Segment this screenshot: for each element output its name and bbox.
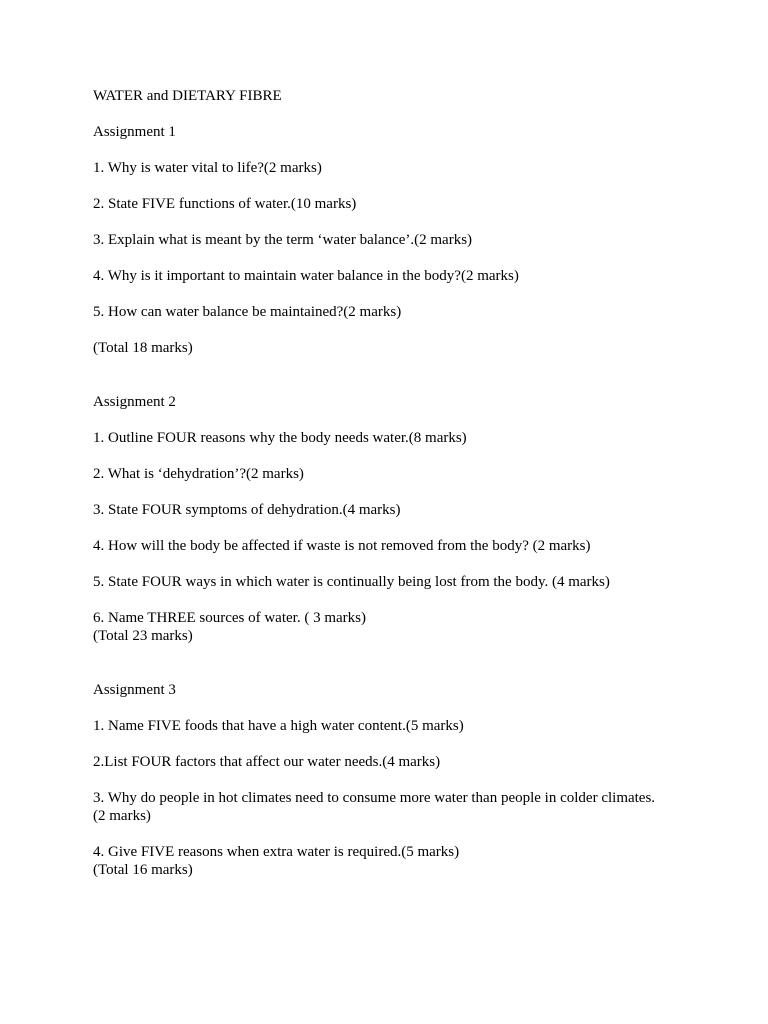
question-item: 2. What is ‘dehydration’?(2 marks) [93, 466, 304, 482]
assignment-1 [93, 123, 713, 357]
question-item: 4. Give FIVE reasons when extra water is required.(5 marks) [93, 844, 460, 860]
assignment-total: (Total 16 marks) [93, 862, 193, 878]
question-item: 3. Explain what is meant by the term ‘water balance’.(2 marks) [93, 232, 473, 248]
assignment-2 [93, 393, 713, 645]
question-item: 3. State FOUR symptoms of dehydration.(4 marks) [93, 502, 401, 518]
assignment-total: (Total 18 marks) [93, 340, 193, 356]
question-item: 2.List FOUR factors that affect our water needs.(4 marks) [93, 754, 441, 770]
question-item: 3. Why do people in hot climates need to consume more water than people in colder climates. [93, 790, 656, 806]
question-item: 4. Why is it important to maintain water balance in the body?(2 marks) [93, 268, 519, 284]
question-item: 1. Outline FOUR reasons why the body needs water.(8 marks) [93, 430, 467, 446]
question-item: 5. State FOUR ways in which water is continually being lost from the body. (4 marks) [93, 574, 610, 590]
question-item: 5. How can water balance be maintained?(2 marks) [93, 304, 402, 320]
question-item: 1. Name FIVE foods that have a high water content.(5 marks) [93, 718, 464, 734]
assignment-total: (Total 23 marks) [93, 628, 193, 644]
assignment-heading: Assignment 1 [93, 124, 176, 140]
question-item: 2. State FIVE functions of water.(10 marks) [93, 196, 357, 212]
document-title: WATER and DIETARY FIBRE [93, 88, 282, 104]
question-marks-continuation: (2 marks) [93, 808, 151, 824]
assignment-heading: Assignment 3 [93, 682, 176, 698]
assignment-3 [93, 681, 713, 879]
assignment-heading: Assignment 2 [93, 394, 176, 410]
question-item: 1. Why is water vital to life?(2 marks) [93, 160, 322, 176]
question-item: 4. How will the body be affected if waste is not removed from the body? (2 marks) [93, 538, 591, 554]
question-item: 6. Name THREE sources of water. ( 3 marks) [93, 610, 366, 626]
document-page [93, 87, 713, 879]
